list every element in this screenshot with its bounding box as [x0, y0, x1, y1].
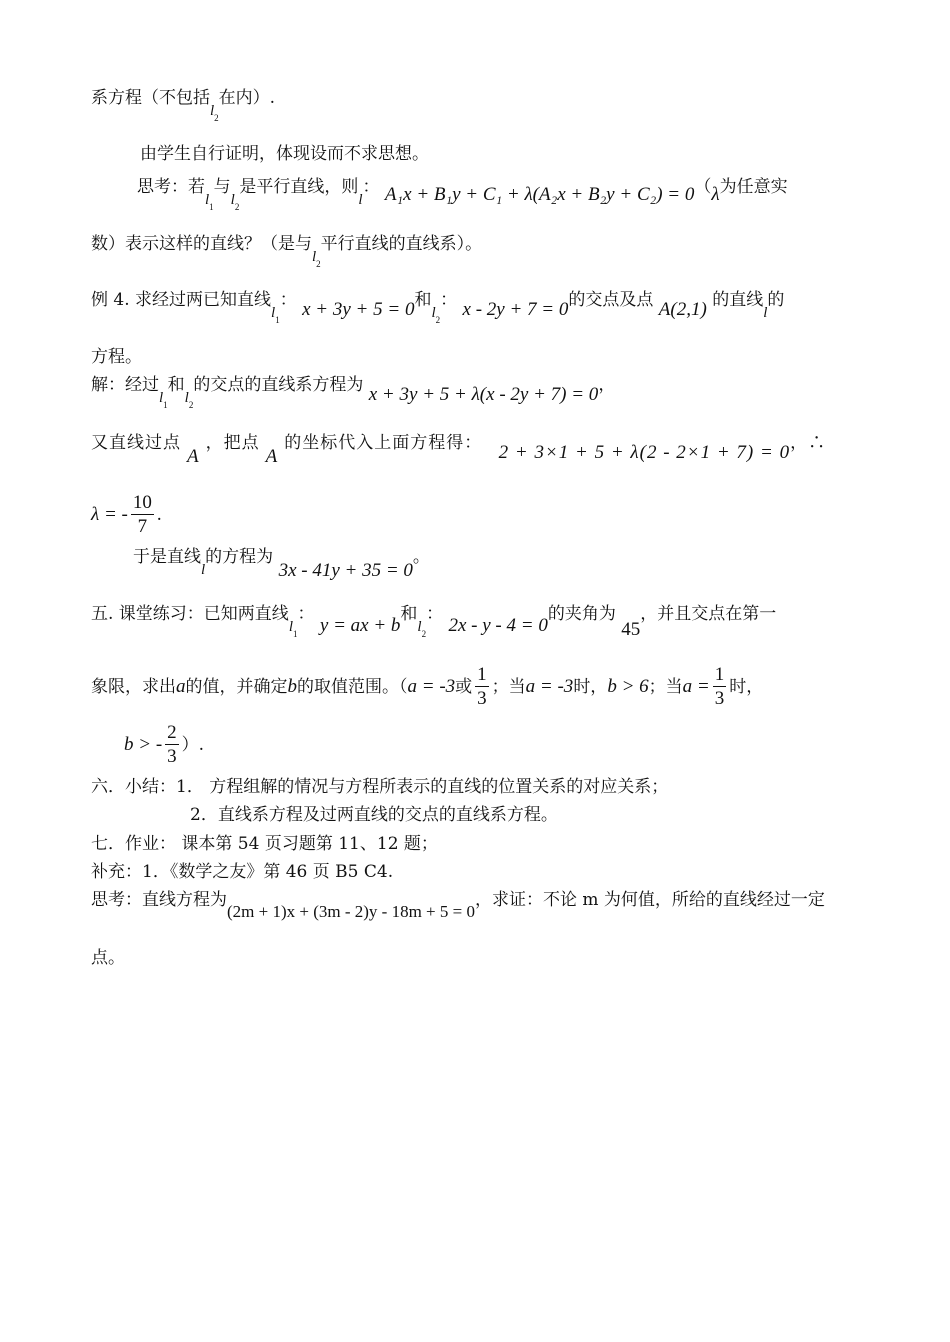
- text-line-13: b > - $\frac{2}{3}$ ）.: [124, 722, 205, 767]
- math-l: l: [763, 305, 768, 321]
- math-a: a: [176, 676, 186, 697]
- text-line-11: 五. 课堂练习：已知两直线$l_1$： y = ax + b和$l_2$： 2x - y - 4 = 0的夹角为 45，并且交点在第一: [91, 603, 776, 633]
- text-line-6: 方程。: [91, 347, 142, 367]
- text-line-8: 又直线过点A，把点A的坐标代入上面方程得： 2 + 3×1 + 5 + λ(2 - 2×1 + 7) = 0，∴: [91, 433, 827, 467]
- text-line-3: 思考：若$l_1$与$l_2$是平行直线，则l： A₁x + B₁y + C₁ + λ(A₂x + B₂y + C₂) = 0（λ为任意实: [137, 176, 788, 206]
- fraction: $\frac{1}{3}$: [477, 664, 487, 709]
- math-equation: 2 + 3×1 + 5 + λ(2 - 2×1 + 7) = 0: [498, 442, 791, 463]
- math-l2: $l_2$: [431, 305, 441, 325]
- text-line-1: [91, 87, 276, 123]
- math-l2: $l_2$: [417, 619, 427, 639]
- text-line-7: 解：经过$l_1$和$l_2$的交点的直线系方程为 x + 3y + 5 + λ(x - 2y + 7) = 0，: [91, 374, 615, 404]
- text-line-4: 数）表示这样的直线？（是与$l_2$平行直线的直线系）。: [91, 233, 482, 263]
- math-equation: x + 3y + 5 + λ(x - 2y + 7) = 0: [368, 384, 599, 405]
- math-equation: 3x - 41y + 35 = 0: [278, 560, 413, 581]
- math-l1: $l_1$: [159, 390, 168, 410]
- fraction: $\frac{10}{7}$: [132, 492, 152, 537]
- math-equation: b > 6: [607, 676, 649, 697]
- math-l: l: [358, 192, 363, 208]
- math-l1: $l_1$: [288, 619, 298, 639]
- math-lambda: λ: [711, 184, 720, 205]
- fraction: $\frac{2}{3}$: [167, 722, 177, 767]
- math-angle: 45: [621, 619, 641, 640]
- math-A: A: [265, 446, 279, 467]
- text: 在内）.: [218, 88, 276, 108]
- text-line-2: [140, 143, 429, 165]
- math-equation: x + 3y + 5 = 0: [302, 299, 415, 320]
- math-l2: $l_2$: [210, 103, 219, 123]
- math-point: A(2,1): [658, 299, 707, 320]
- fraction: $\frac{1}{3}$: [714, 664, 725, 709]
- text-line-5: 例 4. 求经过两已知直线$l_1$： x + 3y + 5 = 0和$l_2$： x - 2y + 7 = 0的交点及点 A(2,1) 的直线l的: [91, 289, 784, 319]
- math-b: b: [287, 676, 297, 697]
- text-line-10: 于是直线l的方程为 3x - 41y + 35 = 0。: [133, 547, 430, 581]
- math-lambda-eq: λ = -: [91, 504, 128, 525]
- text-line-9: λ = - $\frac{10}{7}$ .: [91, 492, 162, 537]
- text: 由学生自行证明，体现设而不求思想。: [140, 144, 429, 164]
- text-line-17: 补充：1．《数学之友》第 46 页 B5 C4.: [91, 862, 394, 882]
- math-equation: x - 2y + 7 = 0: [462, 299, 569, 320]
- text-line-12: 象限，求出a的值，并确定b的取值范围。（a = -3或 $\frac{1}{3}$ ；当a = -3时，b > 6；当a = $\frac{1}{3}$ 时，: [91, 664, 764, 709]
- text: 系方程（不包括: [91, 88, 210, 108]
- math-equation: (2m + 1)x + (3m - 2)y - 18m + 5 = 0: [227, 902, 475, 921]
- text-line-19: 点。: [91, 948, 125, 968]
- math-l1: $l_1$: [271, 305, 280, 325]
- math-equation: a = -3: [407, 676, 456, 697]
- math-equation: 2x - y - 4 = 0: [448, 615, 548, 636]
- math-equation: y = ax + b: [319, 615, 401, 636]
- math-l2: $l_2$: [230, 192, 240, 212]
- math-equation: A₁x + B₁y + C₁ + λ(A₂x + B₂y + C₂) = 0: [384, 184, 695, 205]
- math-equation: a =: [682, 676, 710, 697]
- math-inequality: b > -: [124, 734, 163, 755]
- math-equation: a = -3: [525, 676, 574, 697]
- math-l1: $l_1$: [205, 192, 214, 212]
- math-l2: $l_2$: [184, 390, 194, 410]
- text-line-18: 思考：直线方程为(2m + 1)x + (3m - 2)y - 18m + 5 = 0，求证：不论 m 为何值，所给的直线经过一定: [91, 890, 825, 921]
- math-l: l: [201, 562, 206, 578]
- math-l2: $l_2$: [312, 249, 321, 269]
- text-line-15: 2．直线系方程及过两直线的交点的直线系方程。: [190, 805, 558, 825]
- text-line-14: 六．小结：1． 方程组解的情况与方程所表示的直线的位置关系的对应关系；: [91, 777, 669, 797]
- text-line-16: 七．作业： 课本第 54 页习题第 11、12 题；: [91, 834, 438, 854]
- math-A: A: [187, 446, 200, 467]
